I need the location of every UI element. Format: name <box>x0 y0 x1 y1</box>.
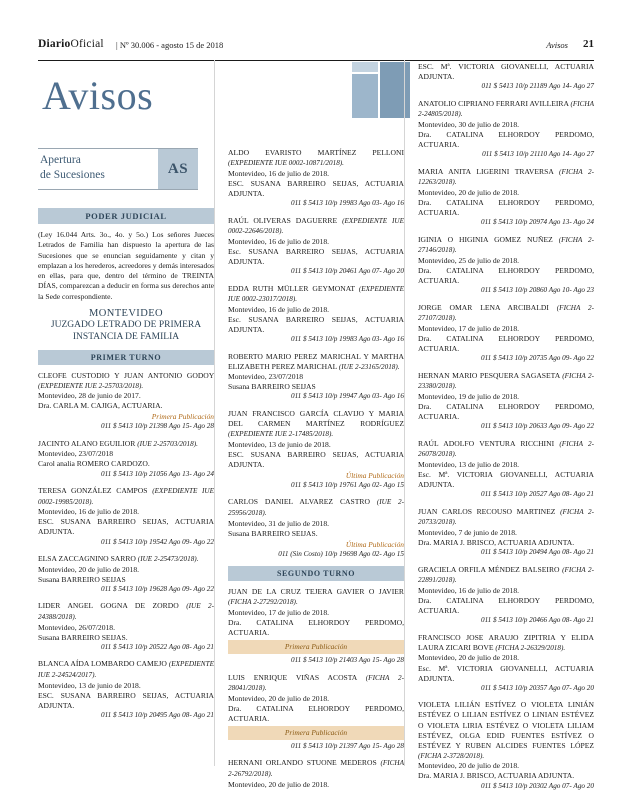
notice-ref: (FICHA 2-27292/2018). <box>228 598 298 607</box>
notice-line: ESC. SUSANA BARREIRO SEIJAS, ACTUARIA ADJUNTA. <box>228 178 404 198</box>
notice-entry <box>418 565 594 626</box>
notice-ref: (IUE 2-25473/2018). <box>137 555 199 564</box>
logo-sub: Oficial <box>70 38 104 50</box>
notice-code: 011 $ 5413 10/p 19983 Ago 03- Ago 16 <box>290 334 404 343</box>
notice-entry <box>38 601 214 652</box>
notice-code: 011 $ 5413 10/p 20522 Ago 08- Ago 21 <box>100 642 214 651</box>
notice-entry <box>38 486 214 547</box>
column-one <box>38 208 214 727</box>
notice-code: 011 $ 5413 10/p 19542 Ago 09- Ago 22 <box>100 537 214 546</box>
notice-line: Dra. CATALINA ELHORDOY PERDOMO, ACTUARIA. <box>418 402 594 422</box>
publication-status-banner: Primera Publicación <box>228 726 404 740</box>
notice-line: Dra. MARIA J. BRISCO, ACTUARIA ADJUNTA. <box>418 538 575 548</box>
notice-ref: (FICHA 2-27107/2018). <box>418 303 594 323</box>
notice-entry <box>418 99 594 160</box>
notice-code: 011 $ 5413 10/p 20357 Ago 07- Ago 20 <box>480 683 594 692</box>
aperture-header <box>38 148 198 190</box>
notice-ref: (EXPEDIENTE IUE 2-24524/2017). <box>38 660 214 679</box>
notice-ref: (IUE 2-25956/2018). <box>228 498 404 518</box>
notice-line: Montevideo, 7 de junio de 2018. <box>418 528 517 538</box>
notice-line: Dra. MARIA J. BRISCO, ACTUARIA ADJUNTA. <box>418 771 575 781</box>
notice-ref: (EXPEDIENTE IUE 2-17485/2018). <box>228 430 334 439</box>
notice-line: Montevideo, 20 de julio de 2018. <box>38 564 140 574</box>
notice-code: 011 $ 5413 10/p 20974 Ago 13- Ago 24 <box>480 218 594 227</box>
notice-ref: (EXPEDIENTE IUE 2-25703/2018). <box>38 381 144 390</box>
notice-line: Montevideo, 16 de julio de 2018. <box>228 304 330 314</box>
notice-name: ESC. Mª. VICTORIA GIOVANELLI, ACTUARIA ADJUNTA. <box>418 62 594 82</box>
notice-line: Esc. SUSANA BARREIRO SEIJAS, ACTUARIA ADJUNTA. <box>228 246 404 266</box>
notice-line: Esc. Mª. VICTORIA GIOVANELLI, ACTUARIA ADJUNTA. <box>418 470 594 490</box>
notice-entry <box>38 554 214 594</box>
notice-name: GRACIELA ORFILA MÉNDEZ BALSEIRO <box>418 564 560 574</box>
decorative-blocks-icon <box>352 62 410 118</box>
notice-name: VIOLETA LILIÁN ESTÍVEZ O VIOLETA LINIÁN ESTÉVEZ O LILIAN ESTÍVEZ O LINIAN ESTÉVEZ O VIOLETA LIRIA ESTÉVEZ O VIOLETA LILIAM ESTÉVEZ, OLGA EDID FUENTES ESTÍVEZ O ESTÉVEZ Y RUBEN ALCIDES FUENTES LÓPEZ <box>418 700 594 750</box>
column-divider <box>214 60 215 766</box>
notice-line: Montevideo, 26/07/2018. <box>38 622 115 632</box>
notice-code: 011 $ 5413 10/p 20466 Ago 08- Ago 21 <box>480 616 594 625</box>
notice-entry <box>228 587 404 665</box>
notice-name: ANATOLIO CIPRIANO FERRARI AVILLEIRA <box>418 98 569 108</box>
notice-name: ROBERTO MARIO PEREZ MARICHAL Y MARTHA ELIZABETH PEREZ MARICHAL <box>228 351 404 371</box>
notice-entry <box>228 148 404 209</box>
notice-name: JUAN FRANCISCO GARCÍA CLAVIJO Y MARIA DEL CARMEN MARTÍNEZ RODRÍGUEZ <box>228 409 404 429</box>
notice-name: TERESA GONZÁLEZ CAMPOS <box>38 486 148 496</box>
notice-entry <box>228 216 404 277</box>
notice-line: Montevideo, 28 de junio de 2017. <box>38 391 141 401</box>
logo-main: Diario <box>38 38 71 50</box>
notice-entry <box>418 62 594 92</box>
masthead <box>38 38 594 61</box>
notice-name: ALDO EVARISTO MARTÍNEZ PELLONI <box>228 148 404 157</box>
notice-line: ESC. SUSANA BARREIRO SEIJAS, ACTUARIA ADJUNTA. <box>38 690 214 710</box>
notice-entry <box>228 409 404 490</box>
notice-line: Montevideo, 19 de julio de 2018. <box>418 391 520 401</box>
notice-line: Dra. CATALINA ELHORDOY PERDOMO, ACTUARIA. <box>418 266 594 286</box>
notice-code: 011 $ 5413 10/p 20735 Ago 09- Ago 22 <box>480 354 594 363</box>
notice-code: 011 $ 5413 10/p 20302 Ago 07- Ago 20 <box>480 781 594 790</box>
notice-ref: (FICHA 2-3728/2018). <box>418 751 485 760</box>
notice-code: 011 $ 5413 10/p 21189 Ago 14- Ago 27 <box>481 82 594 91</box>
notice-code: 011 $ 5413 10/p 20494 Ago 08- Ago 21 <box>480 548 594 557</box>
notice-ref: (EXPEDIENTE IUE 0002-19985/2018). <box>38 487 214 506</box>
notice-name: CARLOS DANIEL ALVAREZ CASTRO <box>228 497 370 507</box>
notice-ref: (FICHA 2-26329/2018). <box>495 643 566 652</box>
notice-line: Montevideo, 20 de julio de 2018. <box>228 779 330 789</box>
notice-code: 011 $ 5413 10/p 21397 Ago 15- Ago 28 <box>290 741 404 750</box>
notice-line: Montevideo, 16 de julio de 2018. <box>38 507 140 517</box>
notice-name: BLANCA AÍDA LOMBARDO CAMEJO <box>38 659 167 669</box>
notice-line: Esc. Mª. VICTORIA GIOVANELLI, ACTUARIA ADJUNTA. <box>418 663 594 683</box>
notice-code: 011 $ 5413 10/p 20633 Ago 09- Ago 22 <box>480 422 594 431</box>
notice-name: JORGE OMAR LENA ARCIBALDI <box>418 302 549 312</box>
notice-line: Dra. CATALINA ELHORDOY PERDOMO, ACTUARIA. <box>228 618 404 638</box>
notice-ref: (FICHA 2-22891/2018). <box>418 565 594 585</box>
notice-code: 011 $ 5413 10/p 21403 Ago 15- Ago 28 <box>290 656 404 665</box>
notice-line: Montevideo, 13 de junio de 2018. <box>228 439 331 449</box>
notice-line: Montevideo, 23/07/2018 <box>38 449 114 459</box>
notice-line: Montevideo, 16 de julio de 2018. <box>228 168 330 178</box>
notice-name: LIDER ANGEL GOGNA DE ZORDO <box>38 601 179 611</box>
notice-ref: (FICHA 2-28041/2018). <box>228 673 404 693</box>
notice-name: RAÚL ADOLFO VENTURA RICCHINI <box>418 438 555 448</box>
notice-code: 011 $ 5413 10/p 19947 Ago 03- Ago 16 <box>290 392 404 401</box>
notice-entry <box>418 235 594 296</box>
notice-entry <box>418 167 594 228</box>
notice-line: Montevideo, 16 de julio de 2018. <box>418 585 520 595</box>
notice-entry <box>418 507 594 558</box>
aperture-line1: Apertura <box>40 154 81 166</box>
notice-entry <box>228 284 404 345</box>
notice-name: IGINIA O HIGINIA GOMEZ NUÑEZ <box>418 234 553 244</box>
notice-entry <box>418 700 594 791</box>
page-title: Avisos <box>42 73 154 118</box>
notice-name: EDDA RUTH MÜLLER GEYMONAT <box>228 283 355 293</box>
notice-code: 011 $ 5413 10/p 20527 Ago 08- Ago 21 <box>480 490 594 499</box>
notice-line: Montevideo, 31 de julio de 2018. <box>228 518 330 528</box>
notice-ref: (EXPEDIENTE IUE 0002-23017/2018). <box>228 284 404 304</box>
notice-line: ESC. SUSANA BARREIRO SEIJAS, ACTUARIA ADJUNTA. <box>228 449 404 469</box>
notice-line: Susana BARREIRO SEIJAS <box>38 574 126 584</box>
page-number: 21 <box>583 38 594 50</box>
notice-line: ESC. SUSANA BARREIRO SEIJAS, ACTUARIA ADJUNTA. <box>38 517 214 537</box>
notice-name: HERNAN MARIO PESQUERA SAGASETA <box>418 370 560 380</box>
notice-code: 011 $ 5413 10/p 21056 Ago 13- Ago 24 <box>100 469 214 478</box>
notice-ref: (EXPEDIENTE IUE 0002-22646/2018). <box>228 216 404 236</box>
notice-line: Montevideo, 17 de julio de 2018. <box>418 323 520 333</box>
notice-line: Susana BARREIRO SEIJAS <box>228 382 316 392</box>
notice-code: 011 (Sin Costo) 10/p 19698 Ago 02- Ago 15 <box>278 549 404 558</box>
notice-name: HERNANI ORLANDO STUONE MEDEROS <box>228 758 377 768</box>
notice-line: Montevideo, 20 de julio de 2018. <box>418 653 520 663</box>
publication-status: Última Publicación <box>345 539 404 549</box>
notice-entry <box>228 758 404 789</box>
notice-entry <box>228 352 404 402</box>
court-name <box>38 320 214 344</box>
law-paragraph: (Ley 16.044 Arts. 3o., 4o. y 5o.) Los señores Jueces Letrados de Familia han dispuesto la apertura de las Sucesiones que se enuncian seguidamente y citan y emplazan a los herederos, acreedores y demás interesados en ellas, para que, dentro del término de TREINTA DÍAS, comparezcan a deducir en forma sus derechos ante la Sede correspondiente. <box>38 230 214 301</box>
issue-info: | Nº 30.006 - agosto 15 de 2018 <box>116 40 224 50</box>
notice-line: Dra. CATALINA ELHORDOY PERDOMO, ACTUARIA. <box>228 703 404 723</box>
notice-entry <box>228 673 404 752</box>
notice-ref: (FICHA 2-26078/2018). <box>418 439 595 459</box>
notice-ref: (IUE 2-25703/2018). <box>137 439 198 448</box>
notice-ref: (IUE 2-23165/2018). <box>338 362 400 371</box>
notice-line: Montevideo, 20 de julio de 2018. <box>418 761 520 771</box>
notice-line: Esc. SUSANA BARREIRO SEIJAS, ACTUARIA ADJUNTA. <box>228 314 404 334</box>
notice-entry <box>38 659 214 720</box>
notice-name: LUIS ENRIQUE VIÑAS ACOSTA <box>228 672 357 682</box>
notice-entry <box>418 303 594 364</box>
notice-code: 011 $ 5413 10/p 19983 Ago 03- Ago 16 <box>290 198 404 207</box>
notice-ref: (IUE 2-24388/2018). <box>38 602 214 622</box>
notice-code: 011 $ 5413 10/p 21398 Ago 15- Ago 28 <box>100 422 214 431</box>
notice-line: Montevideo, 13 de junio de 2018. <box>38 680 141 690</box>
turn-bar-primer-turno: PRIMER TURNO <box>38 350 214 365</box>
notice-line: Montevideo, 20 de julio de 2018. <box>418 187 520 197</box>
notice-line: Montevideo, 20 de julio de 2018. <box>228 693 330 703</box>
notice-line: Dra. CATALINA ELHORDOY PERDOMO, ACTUARIA. <box>418 596 594 616</box>
notice-line: Montevideo, 23/07/2018 <box>228 372 304 382</box>
notice-ref: (FICHA 2-26792/2018). <box>228 759 404 779</box>
notice-code: 011 $ 5413 10/p 20860 Ago 10- Ago 23 <box>480 286 594 295</box>
notice-name: JUAN CARLOS RECOUSO MARTINEZ <box>418 506 556 516</box>
court-line-1: JUZGADO LETRADO DE PRIMERA <box>50 319 202 330</box>
publication-status-banner: Primera Publicación <box>228 640 404 654</box>
notice-code: 011 $ 5413 10/p 21110 Ago 14- Ago 27 <box>482 150 594 159</box>
aperture-line2: de Sucesiones <box>40 169 105 181</box>
notice-entry <box>38 371 214 432</box>
city-heading: MONTEVIDEO <box>89 307 163 319</box>
notice-line: Montevideo, 17 de julio de 2018. <box>228 607 330 617</box>
notice-ref: (FICHA 2-23380/2018). <box>418 371 594 391</box>
notice-line: Susana BARREIRO SEIJAS. <box>228 528 318 538</box>
notice-ref: (FICHA 2-20733/2018). <box>418 507 594 527</box>
column-two <box>228 148 404 797</box>
notice-name: FRANCISCO JOSE ARAUJO ZIPITRIA Y ELIDA LAURA ZICARI BOVE <box>418 632 594 652</box>
notice-line: Dra. CATALINA ELHORDOY PERDOMO, ACTUARIA. <box>418 334 594 354</box>
notice-ref: (EXPEDIENTE IUE 0002-10871/2018). <box>228 159 344 168</box>
notice-entry <box>418 371 594 432</box>
notice-ref: (FICHA 2-27146/2018). <box>418 235 594 255</box>
court-line-2: INSTANCIA DE FAMILIA <box>72 331 180 342</box>
column-divider <box>404 60 405 766</box>
notice-line: Montevideo, 30 de julio de 2018. <box>418 119 520 129</box>
notice-line: Dra. CATALINA ELHORDOY PERDOMO, ACTUARIA. <box>418 198 594 218</box>
notice-code: 011 $ 5413 10/p 20461 Ago 07- Ago 20 <box>290 266 404 275</box>
notice-line: Carol analia ROMERO CARDOZO. <box>38 459 150 469</box>
notice-line: Dra. CARLA M. CAJIGA, ACTUARIA. <box>38 401 163 411</box>
notice-code: 011 $ 5413 10/p 19628 Ago 09- Ago 22 <box>100 584 214 593</box>
notice-name: JUAN DE LA CRUZ TEJERA GAVIER O JAVIER <box>228 587 404 597</box>
notice-name: RAÚL OLIVERAS DAGUERRE <box>228 215 338 225</box>
notice-name: JACINTO ALANO EGUILIOR <box>38 438 136 448</box>
notice-code: 011 $ 5413 10/p 19761 Ago 02- Ago 15 <box>290 480 404 489</box>
notice-code: 011 $ 5413 10/p 20495 Ago 08- Ago 21 <box>100 710 214 719</box>
column-three <box>418 62 594 798</box>
notice-line: Montevideo, 16 de julio de 2018. <box>228 236 330 246</box>
aperture-badge: AS <box>158 149 198 189</box>
notice-name: MARIA ANITA LIGERINI TRAVERSA <box>418 166 554 176</box>
publication-status: Última Publicación <box>345 471 404 481</box>
publication-logo <box>38 38 104 50</box>
notice-line: Dra. CATALINA ELHORDOY PERDOMO, ACTUARIA. <box>418 130 594 150</box>
notice-line: Montevideo, 25 de julio de 2018. <box>418 255 520 265</box>
section-bar-poder-judicial: PODER JUDICIAL <box>38 208 214 224</box>
publication-status: Primera Publicación <box>151 412 214 422</box>
notice-entry <box>228 497 404 559</box>
notice-name: CLEOFE CUSTODIO Y JUAN ANTONIO GODOY <box>38 370 214 380</box>
notice-entry <box>418 439 594 500</box>
notice-name: ELSA ZACCAGNINO SARRO <box>38 554 136 564</box>
section-name: Avisos <box>546 40 568 50</box>
notice-ref: (FICHA 2-12263/2018). <box>418 167 594 187</box>
turn-bar-segundo-turno: SEGUNDO TURNO <box>228 566 404 581</box>
notice-entry <box>418 633 594 694</box>
notice-ref: (FICHA 2-24805/2018). <box>418 99 595 119</box>
notice-line: Susana BARREIRO SEIJAS. <box>38 632 128 642</box>
notice-entry <box>38 439 214 479</box>
notice-line: Montevideo, 13 de julio de 2018. <box>418 460 520 469</box>
